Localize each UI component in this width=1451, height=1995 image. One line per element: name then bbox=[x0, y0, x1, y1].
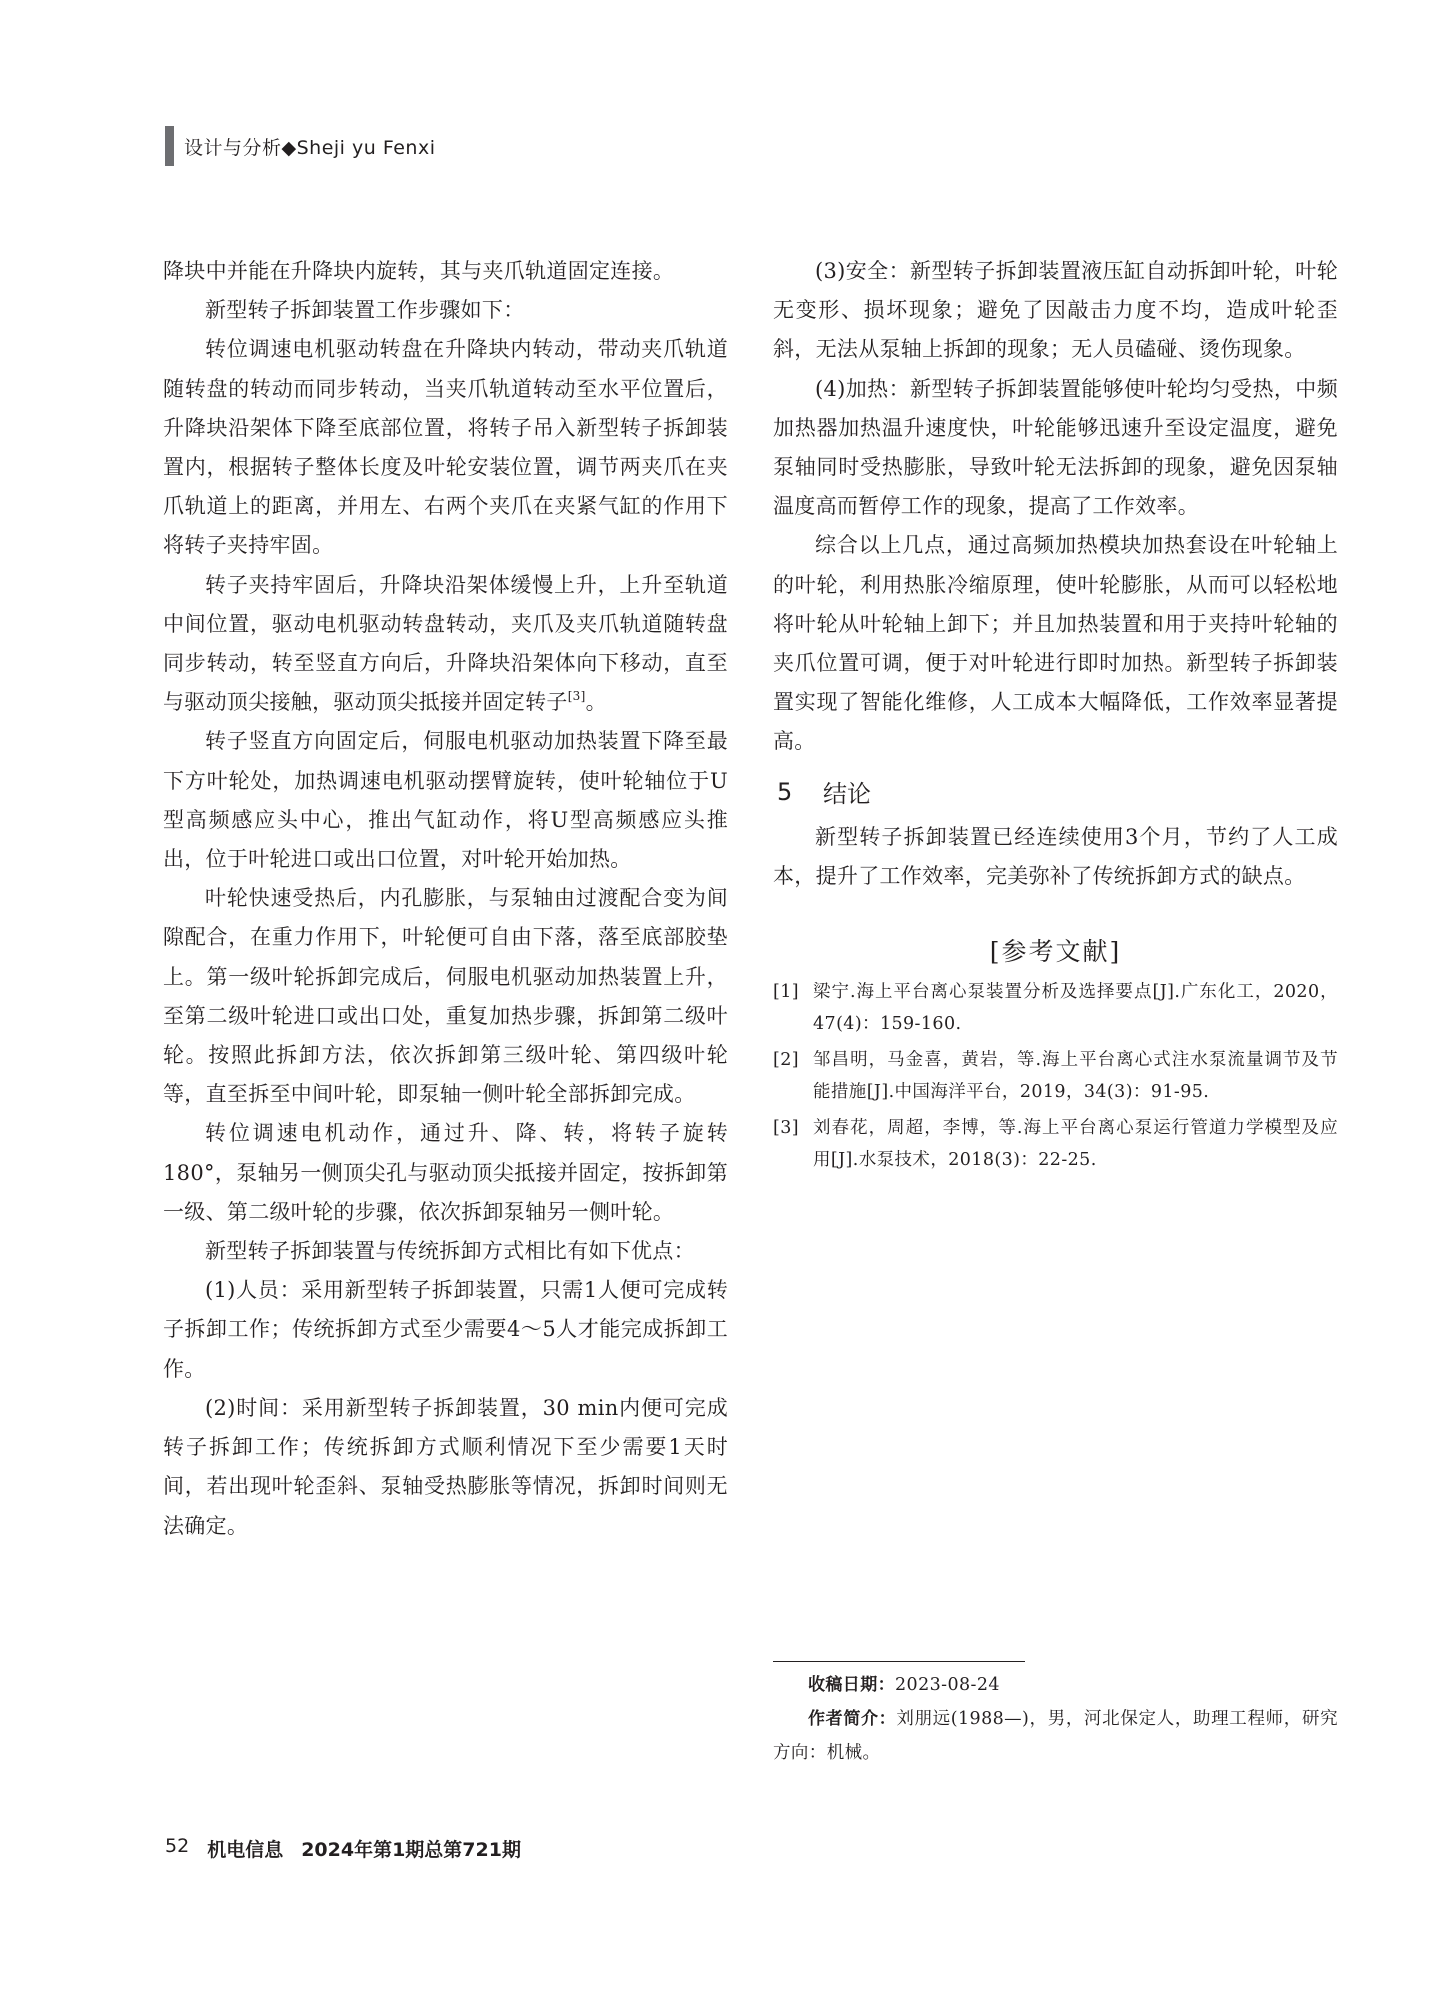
section-label: 设计与分析◆Sheji yu Fenxi bbox=[184, 136, 436, 159]
journal-name: 机电信息 bbox=[207, 1839, 284, 1861]
header-bar-mark bbox=[165, 126, 174, 166]
reference-item bbox=[773, 1044, 1338, 1108]
paragraph: 综合以上几点，通过高频加热模块加热套设在叶轮轴上的叶轮，利用热胀冷缩原理，使叶轮膨胀，从而可以轻松地将叶轮从叶轮轴上卸下；并且加热装置和用于夹持叶轮轴的夹爪位置可调，便于对叶轮进行即时加热。新型转子拆卸装置实现了智能化维修，人工成本大幅降低，工作效率显著提高。 bbox=[773, 533, 1338, 754]
paragraph: 新型转子拆卸装置与传统拆卸方式相比有如下优点： bbox=[205, 1239, 695, 1264]
reference-number: [1] bbox=[773, 982, 799, 1003]
paragraph: 叶轮快速受热后，内孔膨胀，与泵轴由过渡配合变为间隙配合，在重力作用下，叶轮便可自由下落，落至底部胶垫上。第一级叶轮拆卸完成后，伺服电机驱动加热装置上升，至第二级叶轮进口或出口处，重复加热步骤，拆卸第二级叶轮。按照此拆卸方法，依次拆卸第三级叶轮、第四级叶轮等，直至拆至中间叶轮，即泵轴一侧叶轮全部拆卸完成。 bbox=[163, 886, 728, 1107]
paragraph-text: 转子夹持牢固后，升降块沿架体缓慢上升，上升至轨道中间位置，驱动电机驱动转盘转动，夹爪及夹爪轨道随转盘同步转动，转至竖直方向后，升降块沿架体向下移动，直至与驱动顶尖接触，驱动顶尖抵接并固定转子 bbox=[163, 572, 728, 715]
footnote-divider bbox=[773, 1661, 1025, 1662]
article-notes bbox=[773, 1668, 1338, 1770]
reference-text: 梁宁.海上平台离心泵装置分析及选择要点[J].广东化工，2020，47(4)：159-160. bbox=[813, 982, 1338, 1035]
section-heading bbox=[773, 772, 1338, 812]
page-number: 52 bbox=[165, 1835, 190, 1857]
reference-item bbox=[773, 1112, 1338, 1176]
reference-text: 刘春花，周超，李博，等.海上平台离心泵运行管道力学模型及应用[J].水泵技术，2018(3)：22-25. bbox=[813, 1118, 1338, 1171]
section-title: 结论 bbox=[823, 780, 871, 809]
right-column bbox=[773, 252, 1338, 1180]
citation-mark: [3] bbox=[567, 689, 586, 704]
paragraph: 转位调速电机动作，通过升、降、转，将转子旋转180°，泵轴另一侧顶尖孔与驱动顶尖抵接并固定，按拆卸第一级、第二级叶轮的步骤，依次拆卸泵轴另一侧叶轮。 bbox=[163, 1121, 728, 1224]
left-column bbox=[163, 252, 728, 1546]
received-date: 2023-08-24 bbox=[895, 1675, 1000, 1695]
paragraph: 新型转子拆卸装置工作步骤如下： bbox=[205, 298, 525, 323]
paragraph-end: 。 bbox=[585, 690, 607, 715]
references-title: [参考文献] bbox=[989, 937, 1122, 967]
paragraph: 转子竖直方向固定后，伺服电机驱动加热装置下降至最下方叶轮处，加热调速电机驱动摆臂旋转，使叶轮轴位于U型高频感应头中心，推出气缸动作，将U型高频感应头推出，位于叶轮进口或出口位置，对叶轮开始加热。 bbox=[163, 729, 728, 872]
reference-text: 邹昌明，马金喜，黄岩，等.海上平台离心式注水泵流量调节及节能措施[J].中国海洋平台，2019，34(3)：91-95. bbox=[813, 1050, 1338, 1103]
received-date-line bbox=[773, 1668, 1338, 1702]
received-label: 收稿日期： bbox=[808, 1675, 895, 1695]
author-bio-line bbox=[773, 1702, 1338, 1770]
paragraph bbox=[163, 566, 728, 723]
reference-number: [3] bbox=[773, 1118, 799, 1139]
advantage-item: (1)人员：采用新型转子拆卸装置，只需1人便可完成转子拆卸工作；传统拆卸方式至少需要4～5人才能完成拆卸工作。 bbox=[163, 1278, 728, 1381]
reference-number: [2] bbox=[773, 1050, 799, 1071]
paragraph: 转位调速电机驱动转盘在升降块内转动，带动夹爪轨道随转盘的转动而同步转动，当夹爪轨道转动至水平位置后，升降块沿架体下降至底部位置，将转子吊入新型转子拆卸装置内，根据转子整体长度及叶轮安装位置，调节两夹爪在夹爪轨道上的距离，并用左、右两个夹爪在夹紧气缸的作用下将转子夹持牢固。 bbox=[163, 337, 728, 558]
paragraph: 新型转子拆卸装置已经连续使用3个月，节约了人工成本，提升了工作效率，完美弥补了传统拆卸方式的缺点。 bbox=[773, 824, 1338, 888]
advantage-item: (3)安全：新型转子拆卸装置液压缸自动拆卸叶轮，叶轮无变形、损坏现象；避免了因敲击力度不均，造成叶轮歪斜，无法从泵轴上拆卸的现象；无人员磕碰、烫伤现象。 bbox=[773, 259, 1338, 362]
page-footer bbox=[165, 1835, 521, 1862]
advantage-item: (2)时间：采用新型转子拆卸装置，30 min内便可完成转子拆卸工作；传统拆卸方式顺利情况下至少需要1天时间，若出现叶轮歪斜、泵轴受热膨胀等情况，拆卸时间则无法确定。 bbox=[163, 1395, 728, 1538]
running-header bbox=[165, 128, 435, 164]
paragraph: 降块中并能在升降块内旋转，其与夹爪轨道固定连接。 bbox=[163, 259, 675, 283]
author-bio: 刘朋远(1988—)，男，河北保定人，助理工程师，研究方向：机械。 bbox=[773, 1709, 1339, 1763]
advantage-item: (4)加热：新型转子拆卸装置能够使叶轮均匀受热，中频加热器加热温升速度快，叶轮能够迅速升至设定温度，避免泵轴同时受热膨胀，导致叶轮无法拆卸的现象，避免因泵轴温度高而暂停工作的现象，提高了工作效率。 bbox=[773, 376, 1338, 519]
author-label: 作者简介： bbox=[808, 1709, 897, 1729]
reference-item bbox=[773, 976, 1338, 1040]
section-number: 5 bbox=[777, 777, 793, 806]
issue-info: 2024年第1期总第721期 bbox=[301, 1839, 521, 1861]
